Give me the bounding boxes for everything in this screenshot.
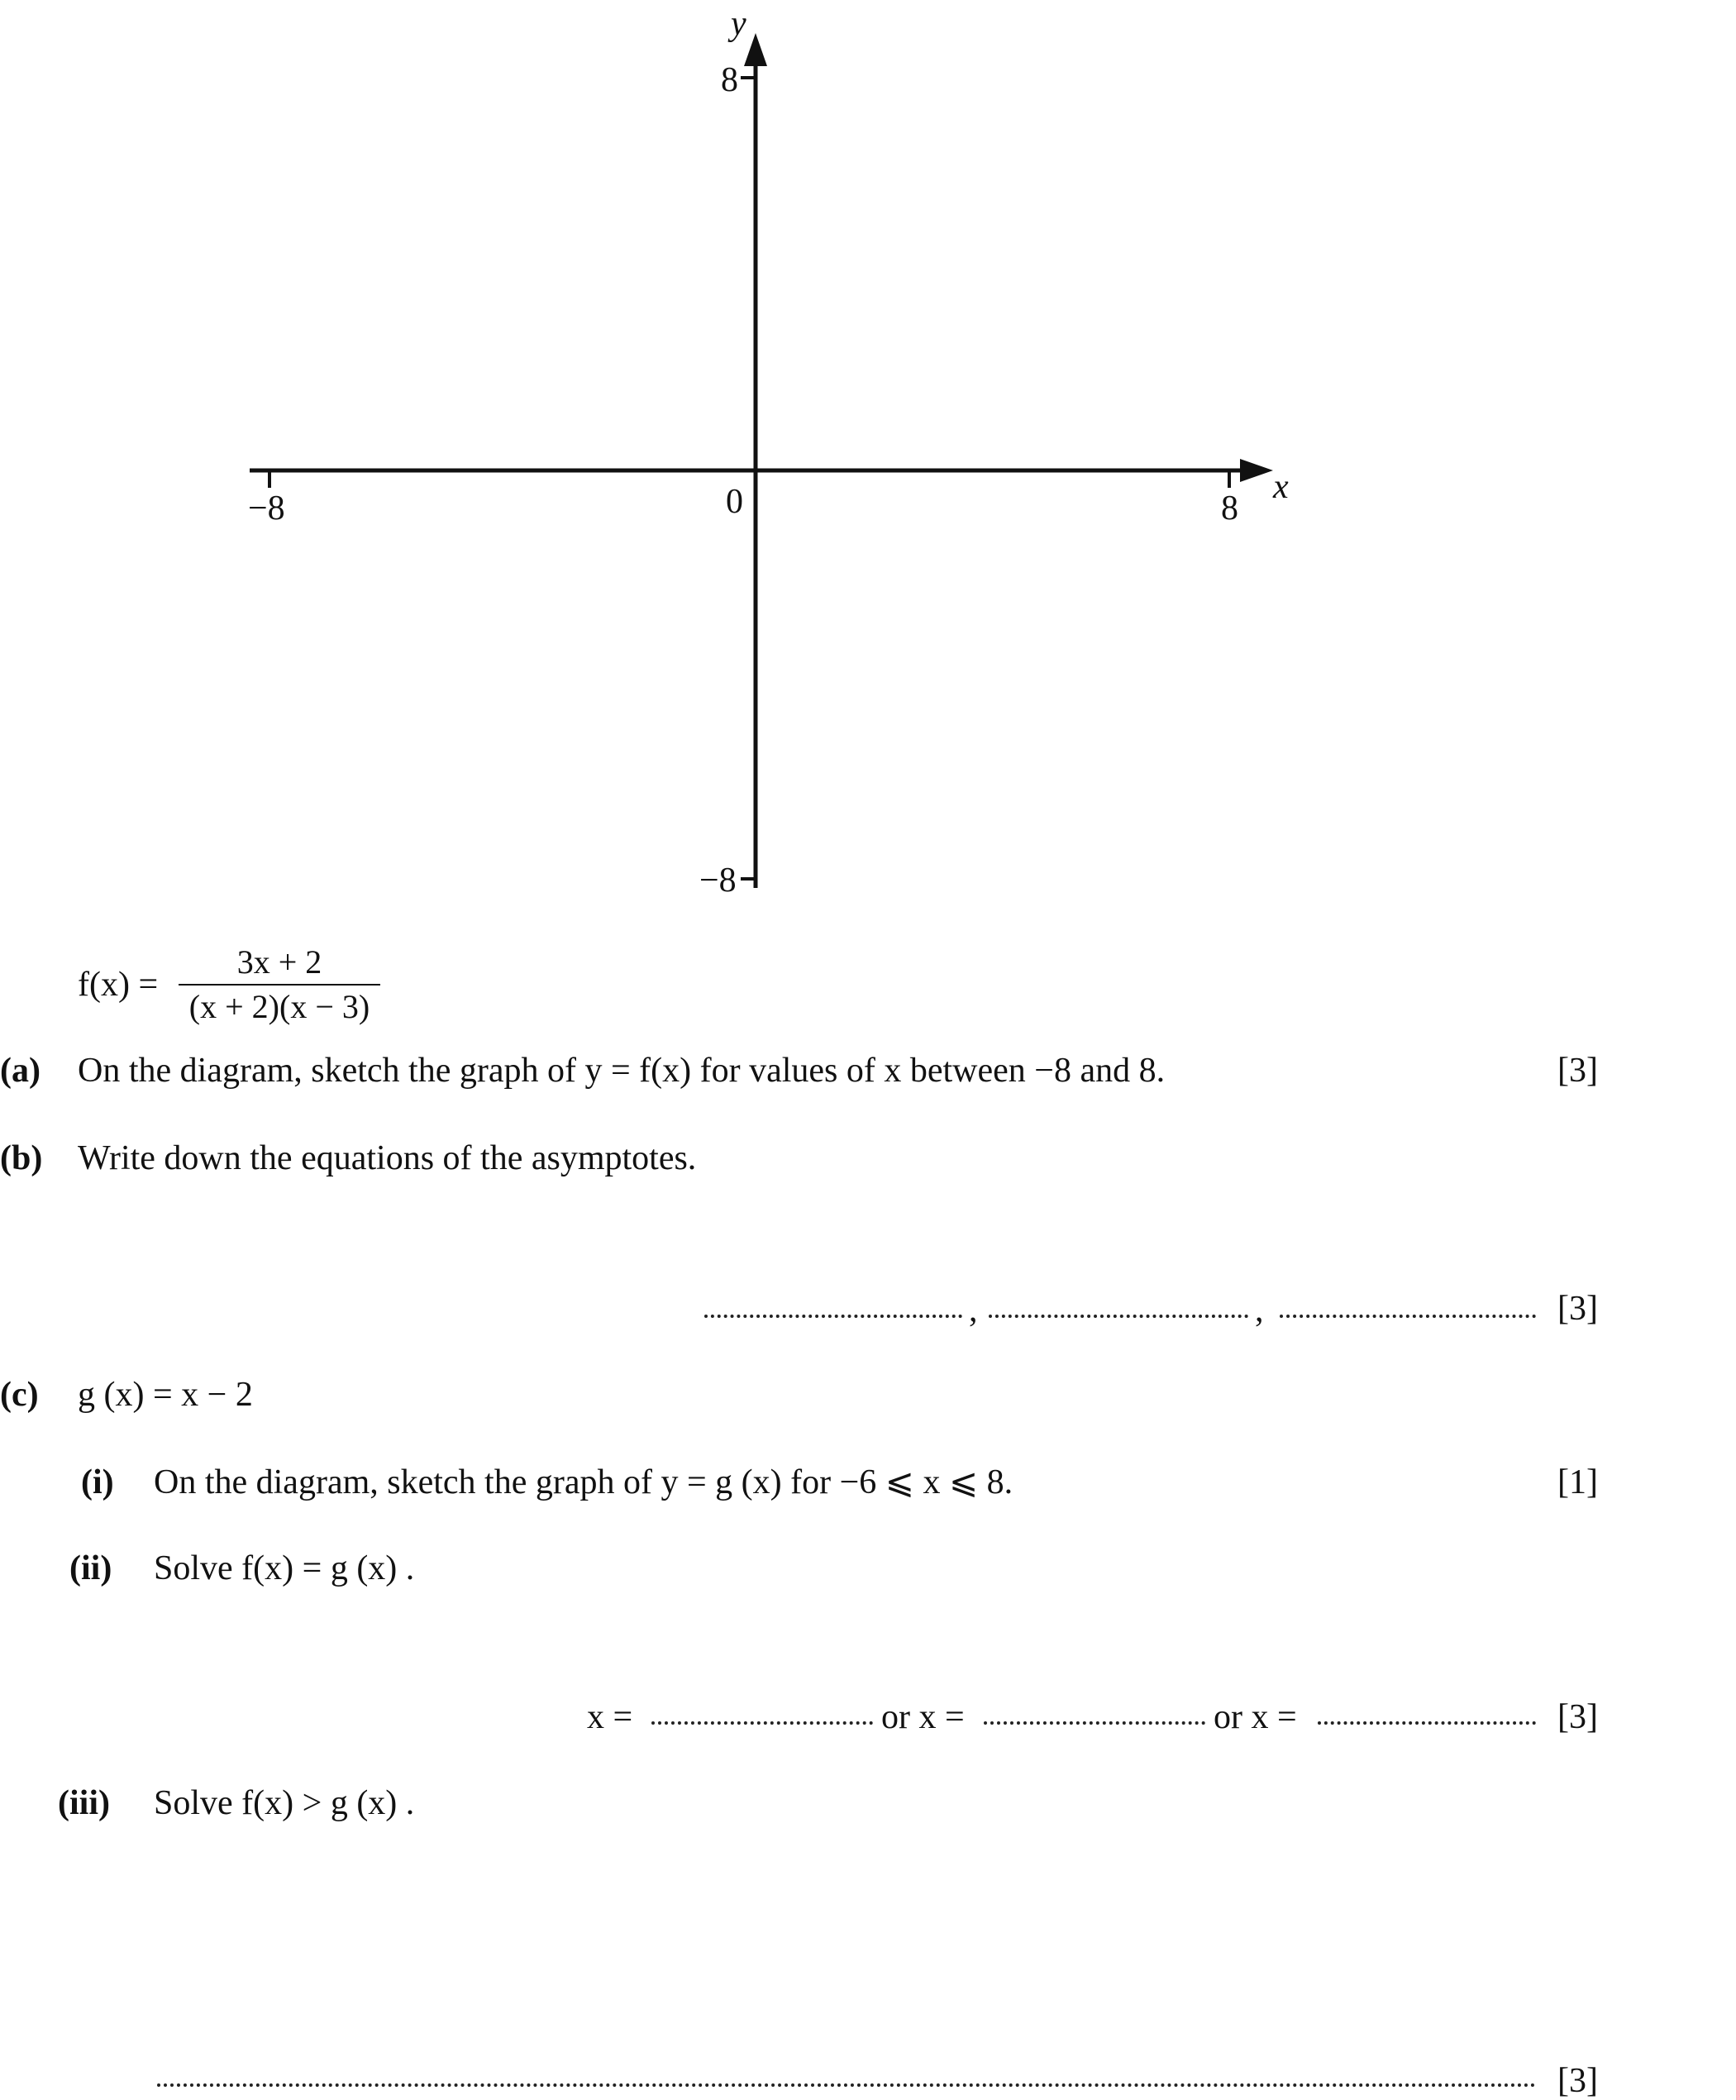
part-b-text: Write down the equations of the asymptotes. [78,1139,697,1177]
part-c-ii-label: (ii) [69,1549,112,1587]
solution-answer-line-2[interactable] [984,1721,1205,1725]
asymptote-answer-line-1[interactable] [704,1315,962,1318]
y-tick-label-max: 8 [721,61,738,99]
part-a-marks: [3] [1557,1052,1598,1090]
coordinate-axes [0,0,1736,909]
asymptote-separator-2: , [1255,1291,1264,1329]
inequality-answer-line[interactable] [157,2083,1536,2087]
asymptote-separator-1: , [969,1291,978,1329]
x-axis-label: x [1273,468,1289,506]
part-a-label: (a) [0,1052,41,1090]
function-f-denominator: (x + 2)(x − 3) [188,988,370,1025]
y-tick-label-min: −8 [699,861,737,900]
solution-answer-line-1[interactable] [651,1721,873,1725]
part-a-text: On the diagram, sketch the graph of y = f(x) for values of x between −8 and 8. [78,1052,1166,1090]
function-f-fraction [179,943,380,1025]
solution-prefix-3: or x = [1214,1698,1297,1736]
fraction-bar [179,984,380,986]
part-c-definition: g (x) = x − 2 [78,1376,253,1414]
function-f-lhs: f(x) = [78,966,159,1004]
part-c-iii-marks: [3] [1557,2062,1598,2100]
part-b-label: (b) [0,1139,43,1177]
solution-prefix-2: or x = [881,1698,965,1736]
x-tick-label-min: −8 [248,489,285,527]
part-c-i-marks: [1] [1557,1463,1598,1501]
part-c-iii-text: Solve f(x) > g (x) . [154,1784,415,1822]
part-c-ii-marks: [3] [1557,1698,1598,1736]
asymptote-answer-line-3[interactable] [1280,1315,1536,1318]
y-axis-arrow [744,33,767,66]
part-c-label: (c) [0,1376,39,1414]
part-c-iii-label: (iii) [58,1784,110,1822]
part-c-i-label: (i) [81,1463,114,1501]
solution-prefix-1: x = [587,1698,633,1736]
x-tick-label-max: 8 [1221,489,1238,527]
x-axis-arrow [1240,459,1273,482]
part-b-marks: [3] [1557,1290,1598,1328]
function-f-numerator: 3x + 2 [236,943,322,981]
part-c-ii-text: Solve f(x) = g (x) . [154,1549,415,1587]
asymptote-answer-line-2[interactable] [989,1315,1248,1318]
y-axis-label: y [731,5,746,43]
part-c-i-text: On the diagram, sketch the graph of y = g (x) for −6 ⩽ x ⩽ 8. [154,1463,1013,1501]
solution-answer-line-3[interactable] [1318,1721,1536,1725]
origin-label: 0 [726,483,743,521]
